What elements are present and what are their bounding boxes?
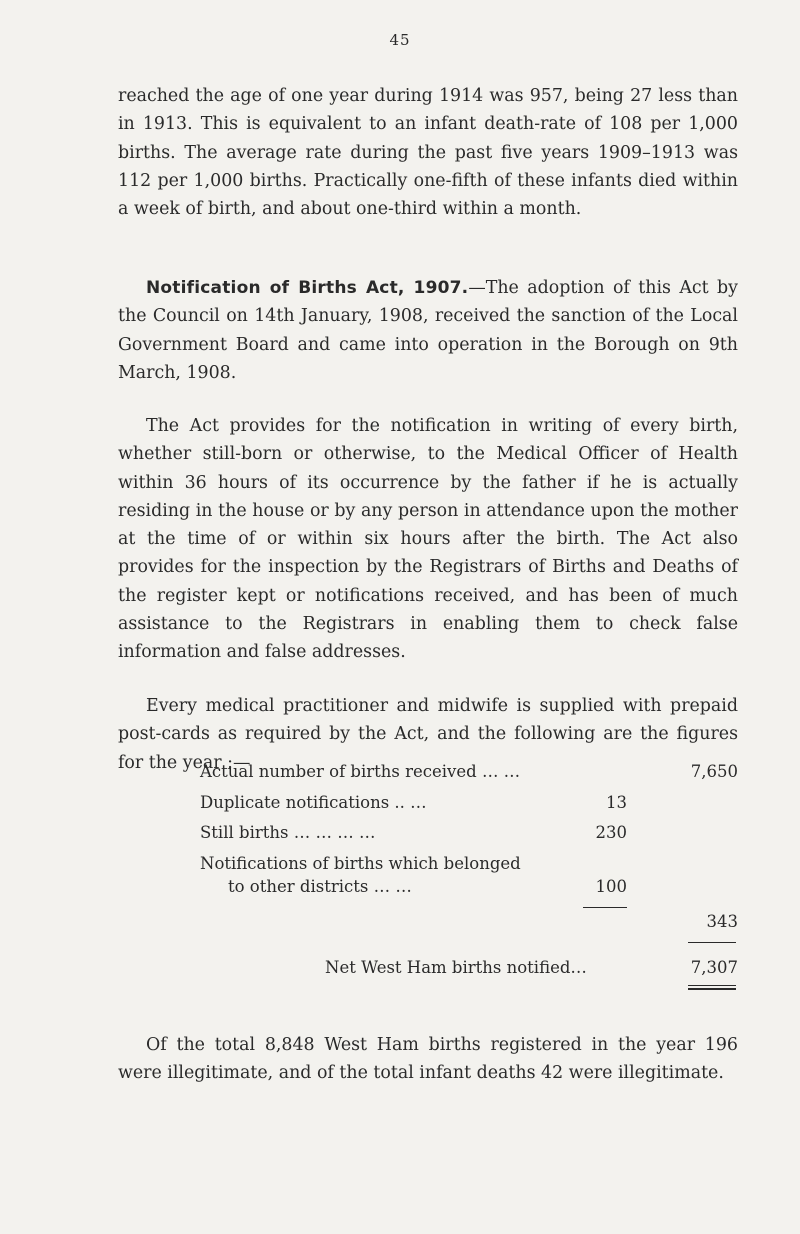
section-heading: Notification of Births Act, 1907. xyxy=(146,278,469,298)
paragraph-infant-deaths: reached the age of one year during 1914 was 957, being 27 less than in 1913. This is equivalent to an infant death-rate of 108 per 1,000 births. The average rate during the past five years 1909–1913 was 112 per 1,000 births. Practically one-fifth of these infants died within a week of birth, and about one-third within a month. xyxy=(118,86,738,220)
row-label: to other districts … … xyxy=(228,877,412,896)
row-value: 13 xyxy=(606,793,627,812)
row-value: 7,307 xyxy=(690,958,738,977)
double-rule-top xyxy=(688,985,736,986)
paragraph-illegitimate: Of the total 8,848 West Ham births registered in the year 196 were illegitimate, and of the total infant deaths 42 were illegitimate. xyxy=(118,1035,738,1084)
row-value: 100 xyxy=(595,877,627,896)
row-label: Actual number of births received … … xyxy=(200,762,521,781)
paragraph-postcards: Every medical practitioner and midwife is supplied with prepaid post-cards as required by the Act, and the following are the figures for the year :— xyxy=(118,696,738,773)
row-value: 343 xyxy=(706,912,738,931)
paragraph-notification-act xyxy=(118,274,738,387)
row-label: Notifications of births which belonged xyxy=(200,854,521,873)
paragraph-act-provisions: The Act provides for the notification in writing of every birth, whether still-born or otherwise, to the Medical Officer of Health within 36 hours of its occurrence by the father if he is actually residing in the house or by any person in attendance upon the mother at the time of or within six hours after the birth. The Act also provides for the inspection by the Registrars of Births and Deaths of the register kept or notifications received, and has been of much assistance to the Registrars in enabling them to check false information and false addresses. xyxy=(118,416,738,663)
double-rule-bottom xyxy=(688,988,736,990)
row-label: Duplicate notifications .. … xyxy=(200,793,427,812)
row-label: Net West Ham births notified… xyxy=(325,958,587,977)
paragraph-notification-act-text: —The adoption of this Act by the Council on 14th January, 1908, received the sanction of the Local Government Board and came into operation in the Borough on 9th March, 1908. xyxy=(118,278,738,383)
row-label: Still births … … … … xyxy=(200,823,376,842)
subtotal-rule xyxy=(583,907,627,908)
row-value: 230 xyxy=(595,823,627,842)
page-number: 45 xyxy=(389,31,411,49)
total-rule xyxy=(688,942,736,943)
row-value: 7,650 xyxy=(690,762,738,781)
